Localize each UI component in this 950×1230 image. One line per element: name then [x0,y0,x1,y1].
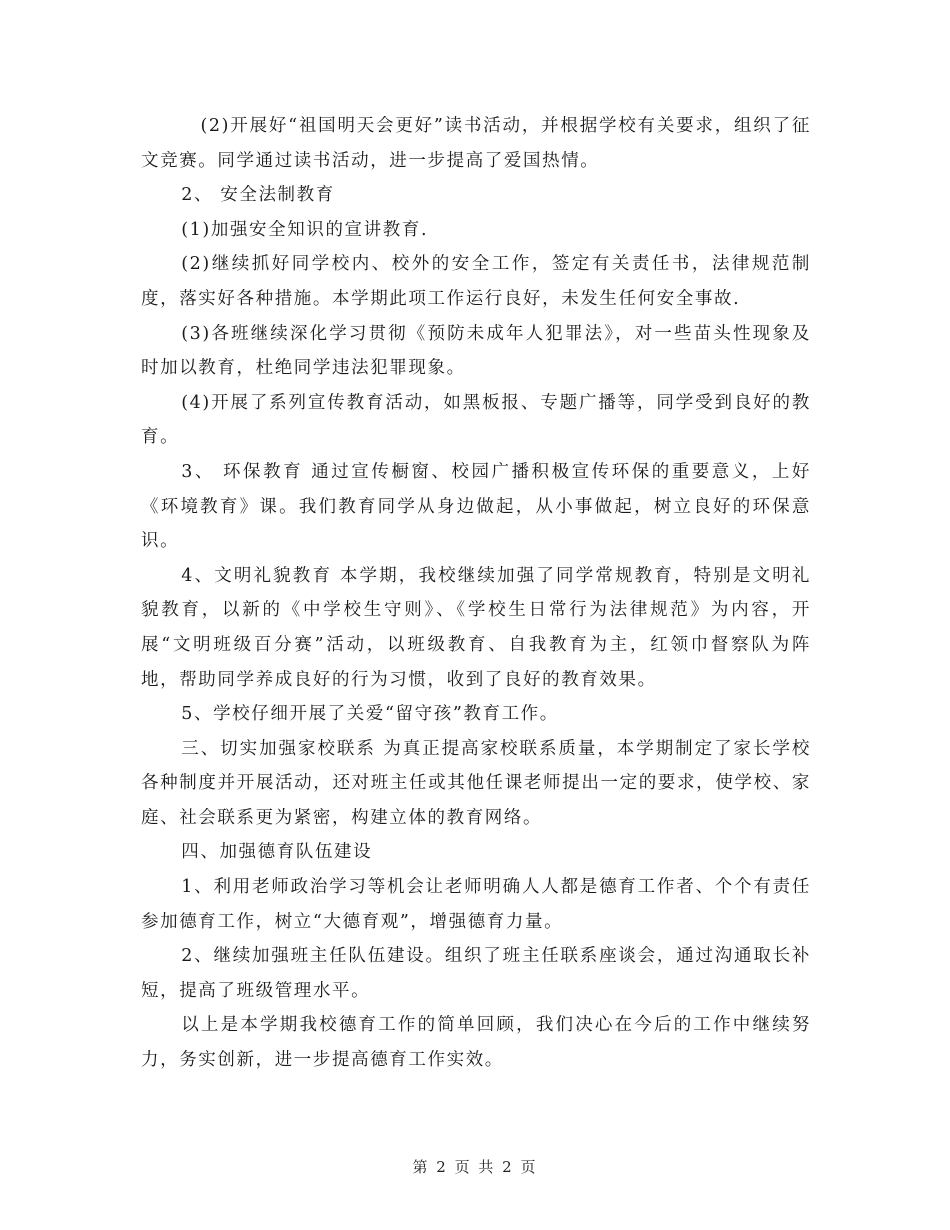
paragraph: (2)继续抓好同学校内、校外的安全工作，签定有关责任书，法律规范制度，落实好各种措施。本学期此项工作运行良好，未发生任何安全事故. [141,254,811,309]
document-body [141,109,811,1078]
paragraph: 以上是本学期我校德育工作的简单回顾，我们决心在今后的工作中继续努力，务实创新，进一步提高德育工作实效。 [141,1015,811,1071]
paragraph: (4)开展了系列宣传教育活动，如黑板报、专题广播等，同学受到良好的教育。 [141,392,811,448]
page-footer: 第 2 页 共 2 页 [412,1158,538,1176]
paragraph: 四、加强德育队伍建设 [181,842,373,863]
paragraph: 2、 安全法制教育 [181,185,335,206]
paragraph: 4、文明礼貌教育 本学期，我校继续加强了同学常规教育，特别是文明礼貌教育，以新的《中学校生守则》、《学校生日常行为法律规范》为内容，开展“文明班级百分赛”活动，以班级教育、自我教育为主，红领巾督察队为阵地，帮助同学养成良好的行为习惯，收到了良好的教育效果。 [141,565,811,690]
paragraph: (1)加强安全知识的宣讲教育. [181,219,429,240]
paragraph: 1、利用老师政治学习等机会让老师明确人人都是德育工作者、个个有责任参加德育工作，树立“大德育观”，增强德育力量。 [141,877,811,932]
paragraph: 2、继续加强班主任队伍建设。组织了班主任联系座谈会，通过沟通取长补短，提高了班级管理水平。 [141,946,811,1001]
paragraph: 三、切实加强家校联系 为真正提高家校联系质量，本学期制定了家长学校各种制度并开展活动，还对班主任或其他任课老师提出一定的要求，使学校、家庭、社会联系更为紧密，构建立体的教育网络。 [141,738,811,828]
paragraph: (3)各班继续深化学习贯彻《预防未成年人犯罪法》，对一些苗头性现象及时加以教育，杜绝同学违法犯罪现象。 [141,323,811,379]
paragraph: 5、学校仔细开展了关爱“留守孩”教育工作。 [181,704,559,725]
paragraph: 3、 环保教育 通过宣传橱窗、校园广播积极宣传环保的重要意义，上好《环境教育》课。我们教育同学从身边做起，从小事做起，树立良好的环保意识。 [141,461,811,552]
paragraph: (2)开展好“祖国明天会更好”读书活动，并根据学校有关要求，组织了征文竞赛。同学通过读书活动，进一步提高了爱国热情。 [141,116,811,171]
